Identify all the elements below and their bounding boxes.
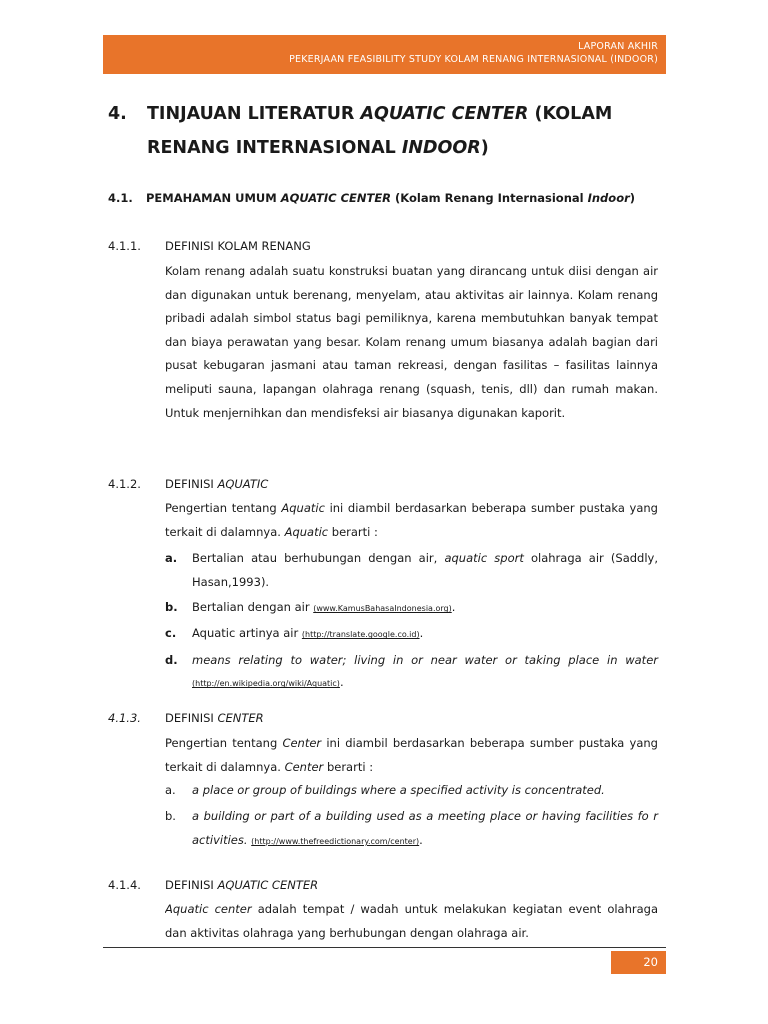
subsection-number: 4.1.1. — [108, 239, 141, 253]
text-part: berarti : — [328, 524, 378, 539]
heading-part: DEFINISI — [165, 878, 218, 892]
text-part: . — [419, 833, 423, 847]
heading-italic: AQUATIC CENTER — [217, 878, 319, 892]
text-part: Bertalian dengan air — [192, 600, 314, 615]
text-italic: Aquatic center — [165, 902, 252, 916]
text-part: ini diambil berdasarkan beberapa sumber pustaka yang terkait di dalamnya. — [165, 736, 658, 774]
list-item — [165, 547, 658, 594]
chapter-title-text — [147, 97, 667, 165]
paragraph-aquatic-center — [165, 898, 658, 946]
reference-link[interactable]: (http://en.wikipedia.org/wiki/Aquatic) — [192, 679, 340, 689]
subsection-heading — [165, 710, 264, 726]
aquatic-definition-list — [165, 547, 658, 695]
subsection-number: 4.1.2. — [108, 477, 141, 491]
text-part: . — [339, 675, 344, 690]
text-italic: Center — [282, 736, 322, 750]
chapter-title-italic: INDOOR — [401, 138, 481, 158]
list-item — [165, 780, 658, 800]
chapter-number: 4. — [108, 104, 127, 124]
text-italic: a place or group of buildings where a specified activity is concentrated. — [192, 783, 605, 797]
text-part: . — [451, 600, 456, 615]
paragraph-kolam-renang: Kolam renang adalah suatu konstruksi buatan yang dirancang untuk diisi dengan air dan digunakan untuk berenang, menyelam, atau aktivitas air lainnya. Kolam renang pribadi adalah simbol status bagi pemiliknya, karena membutuhkan banyak tempat dan biaya perawatan yang besar. Kolam renang umum biasanya adalah bagian dari pusat kebugaran jasmani atau taman rekreasi, dengan fasilitas – fasilitas lainnya meliputi sauna, lapangan olahraga renang (squash, tenis, dll) dan rumah makan. Untuk menjernihkan dan mendisfeksi air biasanya digunakan kaporit. — [165, 264, 658, 420]
section-title-part: ) — [629, 191, 636, 205]
section-title-italic: AQUATIC CENTER — [280, 191, 392, 205]
chapter-title-part: TINJAUAN LITERATUR — [147, 104, 361, 124]
section-number: 4.1. — [108, 191, 133, 205]
header-line-1: LAPORAN AKHIR — [578, 41, 658, 52]
subsection-heading — [165, 877, 318, 893]
text-part: Aquatic artinya air — [192, 626, 302, 641]
footer-divider — [103, 947, 666, 948]
reference-link[interactable]: (http://www.thefreedictionary.com/center) — [251, 837, 420, 846]
paragraph-aquatic-intro — [165, 497, 658, 544]
report-header-band — [103, 35, 666, 74]
list-marker: a. — [165, 551, 178, 565]
text-italic: means relating to water; living in or near water or taking place in water — [192, 653, 658, 668]
text-part: Pengertian tentang — [165, 501, 282, 515]
chapter-title-part: (KOLAM RENANG INTERNASIONAL — [147, 104, 613, 158]
text-part: berarti : — [323, 759, 374, 774]
text-part: adalah tempat / wadah untuk melakukan kegiatan event olahraga dan aktivitas olahraga yang berhubungan dengan olahraga air. — [165, 902, 658, 940]
paragraph-center-intro — [165, 732, 658, 779]
subsection-heading — [165, 476, 268, 492]
text-part: Bertalian atau berhubungan dengan air, — [192, 551, 445, 565]
subsection-number: 4.1.3. — [108, 711, 141, 725]
list-marker: b. — [165, 600, 178, 615]
text-italic: Aquatic — [281, 501, 325, 515]
list-item — [165, 804, 658, 854]
list-item — [165, 623, 658, 645]
heading-italic: AQUATIC — [217, 477, 269, 491]
header-line-2: PEKERJAAN FEASIBILITY STUDY KOLAM RENANG INTERNASIONAL (INDOOR) — [289, 54, 658, 65]
subsection-number: 4.1.4. — [108, 878, 141, 892]
list-item — [165, 597, 658, 619]
subsection-heading: DEFINISI KOLAM RENANG — [165, 239, 311, 253]
list-marker: c. — [165, 626, 177, 641]
heading-part: DEFINISI — [165, 711, 218, 725]
reference-link[interactable]: (http://translate.google.co.id) — [301, 630, 420, 640]
chapter-title-italic: AQUATIC CENTER — [360, 104, 529, 124]
text-italic: aquatic sport — [444, 551, 524, 565]
text-part: ini diambil berdasarkan beberapa sumber pustaka yang terkait di dalamnya. — [165, 501, 658, 539]
list-marker: b. — [165, 809, 176, 823]
text-italic: Aquatic — [284, 524, 329, 539]
text-italic: Center — [284, 759, 324, 774]
list-marker: a. — [165, 783, 176, 797]
heading-italic: CENTER — [217, 711, 264, 725]
text-part: Pengertian tentang — [165, 736, 283, 750]
section-title-italic: Indoor — [587, 191, 630, 205]
text-part: . — [419, 626, 424, 641]
section-title-part: PEMAHAMAN UMUM — [146, 191, 281, 205]
list-item — [165, 649, 658, 695]
reference-link[interactable]: (www.KamusBahasaIndonesia.org) — [313, 604, 452, 614]
chapter-title-part: ) — [480, 138, 489, 158]
section-title-text — [146, 190, 635, 206]
text-part: olahraga air (Saddly, Hasan,1993). — [192, 551, 659, 589]
page-number: 20 — [611, 951, 666, 974]
section-title-part: (Kolam Renang Internasional — [391, 191, 588, 205]
heading-part: DEFINISI — [165, 477, 218, 491]
list-marker: d. — [165, 653, 178, 668]
center-definition-list — [165, 780, 658, 854]
text-italic: a building or part of a building used as a meeting place or having facilities fo r activities. — [192, 809, 658, 847]
